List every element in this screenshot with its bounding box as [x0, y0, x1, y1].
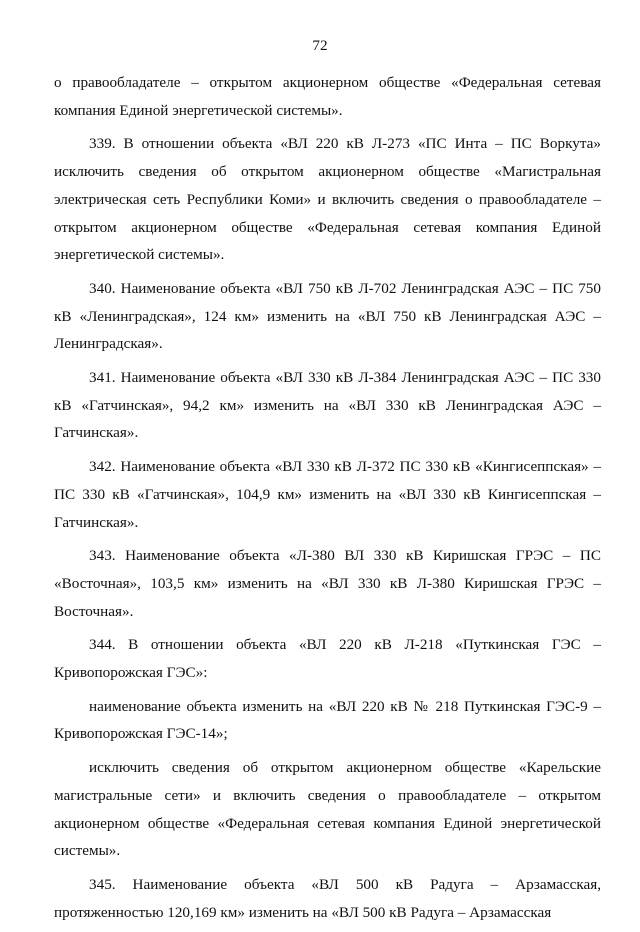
paragraph-341: 341. Наименование объекта «ВЛ 330 кВ Л-384 Ленинградская АЭС – ПС 330 кВ «Гатчинская», 94,2 км» изменить на «ВЛ 330 кВ Ленинградская АЭС – Гатчинская».	[54, 369, 601, 442]
paragraph-345: 345. Наименование объекта «ВЛ 500 кВ Радуга – Арзамасская, протяженностью 120,169 км» изменить на «ВЛ 500 кВ Радуга – Арзамасская	[54, 875, 601, 921]
paragraph-342: 342. Наименование объекта «ВЛ 330 кВ Л-372 ПС 330 кВ «Кингисеппская» – ПС 330 кВ «Гатчинская», 104,9 км» изменить на «ВЛ 330 кВ Кингисеппская – Гатчинская».	[54, 458, 601, 531]
paragraph-339: 339. В отношении объекта «ВЛ 220 кВ Л-273 «ПС Инта – ПС Воркута» исключить сведения об открытом акционерном обществе «Магистральная электрическая сеть Республики Коми» и включить сведения о правообладателе – открытом акционерном обществе «Федеральная сетевая компания Единой энергетической системы».	[54, 135, 601, 264]
paragraph-344-item-name: наименование объекта изменить на «ВЛ 220 кВ № 218 Путкинская ГЭС-9 – Кривопорожская ГЭС-14»;	[54, 697, 601, 743]
paragraph-344-item-owner: исключить сведения об открытом акционерном обществе «Карельские магистральные сети» и включить сведения о правообладателе – открытом акционерном обществе «Федеральная сетевая компания Единой энергетической системы».	[54, 759, 601, 860]
page-number: 72	[312, 37, 328, 54]
paragraph-343: 343. Наименование объекта «Л-380 ВЛ 330 кВ Киришская ГРЭС – ПС «Восточная», 103,5 км» изменить на «ВЛ 330 кВ Л-380 Киришская ГРЭС – Восточная».	[54, 547, 601, 620]
paragraph-344: 344. В отношении объекта «ВЛ 220 кВ Л-218 «Путкинская ГЭС – Кривопорожская ГЭС»:	[54, 636, 601, 682]
paragraph-340: 340. Наименование объекта «ВЛ 750 кВ Л-702 Ленинградская АЭС – ПС 750 кВ «Ленинградская», 124 км» изменить на «ВЛ 750 кВ Ленинградская АЭС – Ленинградская».	[54, 279, 601, 353]
paragraph-continuation: о правообладателе – открытом акционерном обществе «Федеральная сетевая компания Единой энергетической системы».	[54, 74, 601, 119]
document-body	[54, 69, 601, 932]
